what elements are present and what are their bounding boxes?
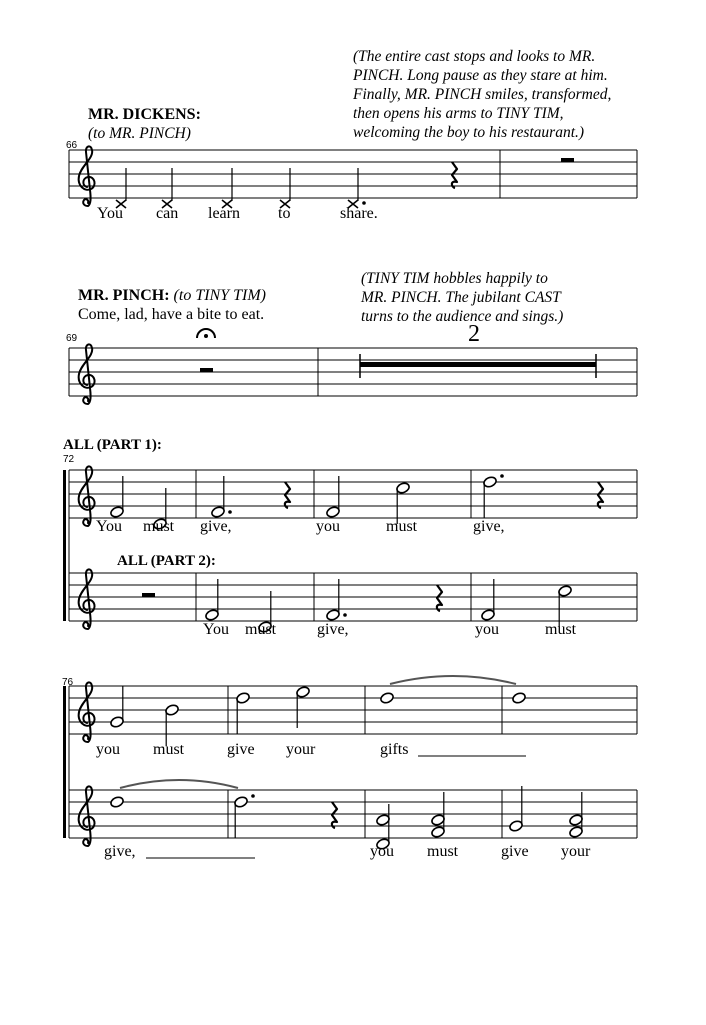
notehead [512,692,527,705]
half-rest [142,593,155,597]
staff [69,150,637,198]
quarter-rest [332,802,337,828]
staff [69,348,637,396]
lyric-syllable: give, [200,518,232,535]
direction-line: then opens his arms to TINY TIM, [353,105,564,122]
augmentation-dot [500,474,504,478]
lyric-syllable: your [561,843,591,860]
lyric-syllable: give, [104,843,136,860]
lyric-syllable: to [278,205,291,222]
lyric-syllable: learn [208,205,240,222]
staff [69,790,637,838]
lyric-syllable: must [153,741,185,758]
quarter-rest [452,162,457,188]
fermata-dot [204,334,208,338]
staff [69,686,637,734]
augmentation-dot [251,794,255,798]
lyric-syllable: you [316,518,340,535]
notehead [110,796,125,809]
lyric-syllable: You [97,205,123,222]
tie [390,676,516,684]
lyric-syllable: must [245,621,277,638]
part-label: ALL (PART 1): [63,437,162,453]
lyric-syllable: give, [473,518,505,535]
treble-clef-icon [79,146,95,206]
speaker-aside: (to MR. PINCH) [88,125,191,142]
spoken-line: Come, lad, have a bite to eat. [78,306,265,323]
lyric-syllable: you [370,843,394,860]
speaker-aside: (to TINY TIM) [173,287,266,304]
speaker-label: MR. DICKENS: [88,106,201,123]
augmentation-dot [343,613,347,617]
tie [120,780,238,788]
treble-clef-icon [79,569,95,629]
system-bracket [63,470,66,621]
whole-rest [561,158,574,162]
lyric-syllable: give [227,741,255,758]
direction-line: Finally, MR. PINCH smiles, transformed, [353,86,612,103]
lyric-syllable: must [545,621,577,638]
stage-direction-tiny-tim [361,269,563,326]
measure-number: 72 [63,454,75,465]
lyric-syllable: can [156,205,179,222]
direction-line: MR. PINCH. The jubilant CAST [361,289,561,306]
direction-line: turns to the audience and sings.) [361,308,564,325]
measure-number: 69 [66,333,78,344]
speaker-label: MR. PINCH: [78,287,170,304]
lyric-syllable: You [203,621,229,638]
stage-direction-entire-cast [353,47,611,142]
quarter-rest [437,585,442,611]
quarter-rest [285,482,290,508]
lyric-syllable: must [386,518,418,535]
measure-number: 66 [66,140,78,151]
direction-line: (The entire cast stops and looks to MR. [353,48,596,65]
lyric-syllable: gifts [380,741,409,758]
lyric-syllable: you [475,621,499,638]
direction-line: PINCH. Long pause as they stare at him. [353,67,608,84]
multirest-count: 2 [468,321,480,347]
direction-line: welcoming the boy to his restaurant.) [353,124,585,141]
speaker-line [78,288,266,304]
lyric-syllable: your [286,741,316,758]
direction-line: (TINY TIM hobbles happily to [361,270,548,287]
augmentation-dot [228,510,232,514]
treble-clef-icon [79,786,95,846]
staff [69,470,637,518]
quarter-rest [598,482,603,508]
half-rest [200,368,213,372]
treble-clef-icon [79,344,95,404]
lyric-syllable: give, [317,621,349,638]
lyric-syllable: must [143,518,175,535]
lyric-syllable: You [96,518,122,535]
treble-clef-icon [79,682,95,742]
lyric-syllable: share. [340,205,378,222]
lyric-syllable: give [501,843,529,860]
multirest-bar [360,362,596,367]
treble-clef-icon [79,466,95,526]
lyric-syllable: must [427,843,459,860]
notehead [380,692,395,705]
lyric-syllable: you [96,741,120,758]
measure-number: 76 [62,677,74,688]
system-bracket [63,686,66,838]
part-label: ALL (PART 2): [117,553,216,569]
